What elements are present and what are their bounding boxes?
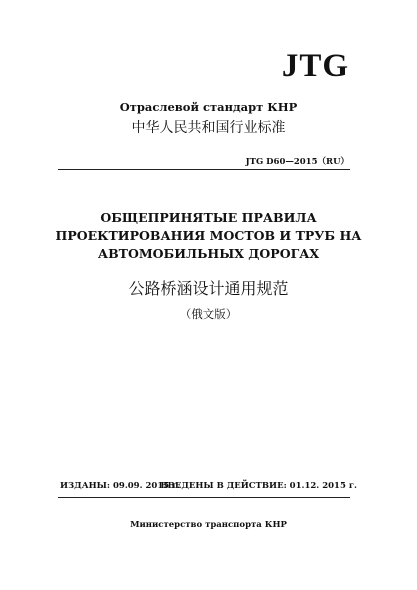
- title-line-2: ПРОЕКТИРОВАНИЯ МОСТОВ И ТРУБ НА: [55, 228, 362, 243]
- jtg-logo: JTG: [281, 48, 349, 84]
- standard-name-zh: 中华人民共和国行业标准: [131, 120, 286, 136]
- top-divider: [58, 169, 350, 170]
- effective-date: ВВЕДЕНЫ В ДЕЙСТВИЕ: 01.12. 2015 г.: [160, 481, 357, 491]
- standard-code: JTG D60—2015（RU）: [245, 157, 349, 167]
- title-line-1: ОБЩЕПРИНЯТЫЕ ПРАВИЛА: [100, 210, 317, 225]
- publisher: Министерство транспорта КНР: [130, 520, 287, 530]
- issued-date: ИЗДАНЫ: 09.09. 2015 г.: [60, 481, 181, 491]
- edition-label: （俄文版）: [179, 307, 238, 321]
- bottom-divider: [58, 497, 350, 498]
- document-title-ru: [0, 209, 417, 263]
- standard-name-ru: Отраслевой стандарт КНР: [119, 100, 298, 114]
- document-title-zh: 公路桥涵设计通用规范: [128, 279, 289, 298]
- title-line-3: АВТОМОБИЛЬНЫХ ДОРОГАХ: [97, 246, 320, 261]
